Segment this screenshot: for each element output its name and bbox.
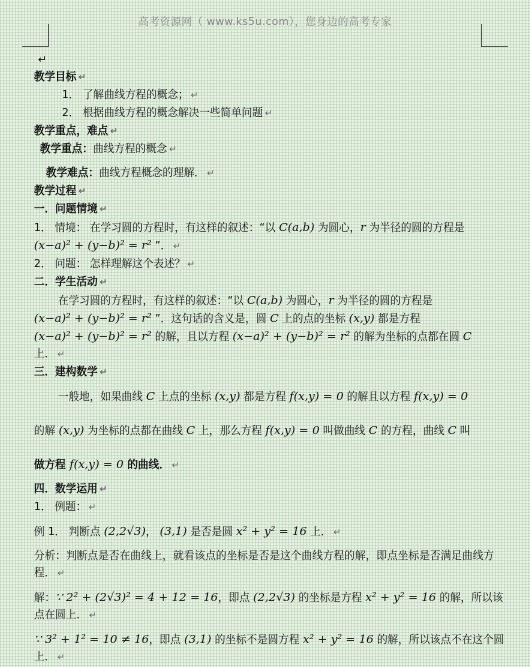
question-line: 2． 问题： 怎样理解这个表述？ ↵ xyxy=(34,258,195,270)
heading-objectives: 教学目标 ↵ xyxy=(34,71,86,83)
heading-key-points: 教学重点，难点 ↵ xyxy=(34,125,118,137)
solution-line-2: 点在圆上． ↵ xyxy=(34,609,97,621)
solution-line-4: 上． ↵ xyxy=(34,651,65,663)
section-4-heading: 四．数学运用 ↵ xyxy=(34,483,108,495)
activity-line-4: 上． ↵ xyxy=(34,348,65,360)
solution-line-3: ∵ 3² + 1² = 10 ≠ 16，即点 (3,1) 的坐标不是圆方程 x² + y² = 16 的解，所以该点不在这个圆 xyxy=(34,632,505,646)
heading-process: 教学过程 ↵ xyxy=(34,185,86,197)
difficult-point: 教学难点：曲线方程概念的理解． ↵ xyxy=(46,167,215,179)
activity-line-2: (x−a)² + (y−b)² = r² ”．这句话的含义是，圆 C 上的点的坐标 (x,y) 都是方程 xyxy=(34,311,421,325)
document-body xyxy=(34,52,505,667)
section-1-heading: 一．问题情境 ↵ xyxy=(34,203,108,215)
activity-line-3: (x−a)² + (y−b)² = r² 的解，且以方程 (x−a)² + (y−b)² = r² 的解为坐标的点都在圆 C xyxy=(34,329,472,343)
margin-corner-left xyxy=(22,24,49,47)
activity-line-1: 在学习圆的方程时，有这样的叙述：“以 C(a,b) 为圆心，r 为半径的圆的方程是 xyxy=(58,293,433,307)
definition-line-2: 的解 (x,y) 为坐标的点都在曲线 C 上，那么方程 f(x,y) = 0 叫做曲线 C 的方程，曲线 C 叫 xyxy=(34,423,471,437)
objective-1: 1． 了解曲线方程的概念； ↵ xyxy=(62,89,199,101)
situation-line-2: (x−a)² + (y−b)² = r² ”． ↵ xyxy=(34,238,181,252)
margin-corner-right xyxy=(481,24,508,47)
page-header: 高考资源网（ www.ks5u.com），您身边的高考专家 xyxy=(138,16,392,28)
section-2-heading: 二．学生活动 ↵ xyxy=(34,276,108,288)
solution-line-1: 解：∵ 2² + (2√3)² = 4 + 12 = 16，即点 (2,2√3) 的坐标是方程 x² + y² = 16 的解，所以该 xyxy=(34,590,504,604)
analysis-paragraph: 分析：判断点是否在曲线上，就看该点的坐标是否是这个曲线方程的解，即点坐标是否满足曲线方程． ↵ xyxy=(34,550,494,579)
return-mark: ↵ xyxy=(38,54,47,66)
key-point: 教学重点：曲线方程的概念 ↵ xyxy=(40,143,177,155)
definition-line-3: 做方程 f(x,y) = 0 的曲线． ↵ xyxy=(34,457,180,471)
section-3-heading: 三．建构数学 ↵ xyxy=(34,366,108,378)
definition-line-1: 一般地，如果曲线 C 上点的坐标 (x,y) 都是方程 f(x,y) = 0 的解且以方程 f(x,y) = 0 xyxy=(58,389,468,403)
examples-label: 1． 例题： ↵ xyxy=(34,501,97,513)
situation-line-1: 1． 情境： 在学习圆的方程时，有这样的叙述：“以 C(a,b) 为圆心，r 为半径的圆的方程是 xyxy=(34,220,465,234)
example-1: 例 1． 判断点 (2,2√3)， (3,1) 是否是圆 x² + y² = 16 上． ↵ xyxy=(34,524,341,538)
objective-2: 2． 根据曲线方程的概念解决一些简单问题 ↵ xyxy=(62,107,273,119)
